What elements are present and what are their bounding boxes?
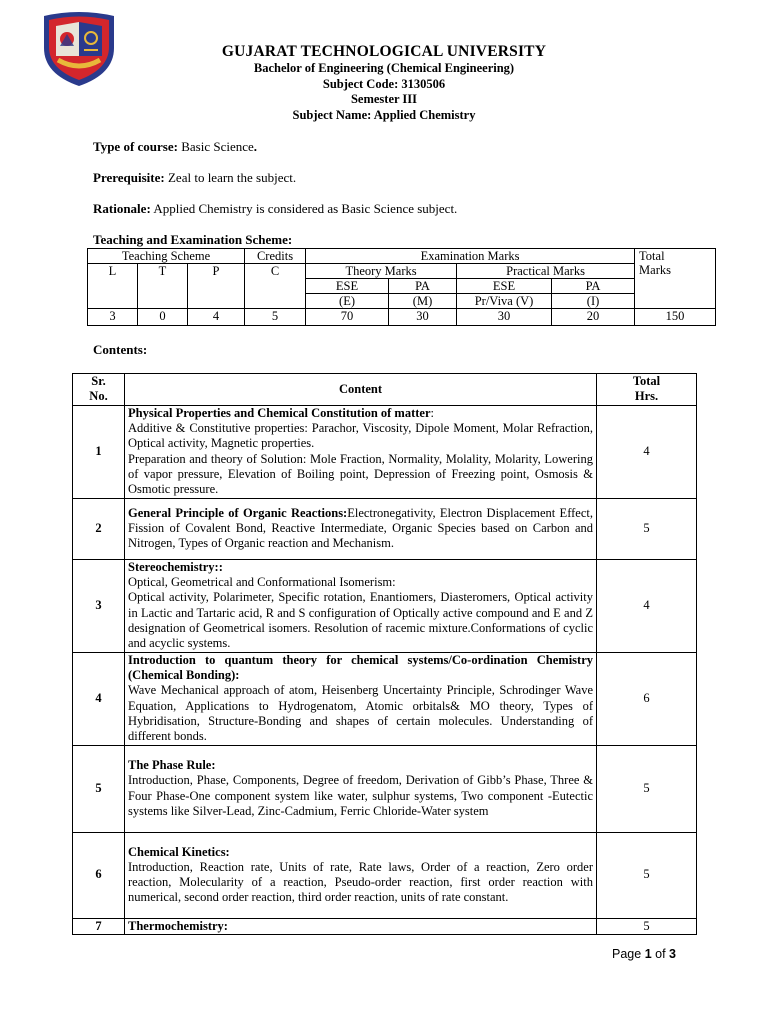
row-content [125,745,597,832]
contents-table [72,373,697,935]
table-row [73,745,697,832]
col-c: C [245,264,306,309]
row-content [125,918,597,934]
value-c: 5 [245,309,306,326]
theory-marks-header: Theory Marks [306,264,457,279]
value-pa-i: 20 [552,309,635,326]
value-viva: 30 [457,309,552,326]
row-hrs: 5 [597,498,697,559]
rationale-label: Rationale: [93,201,151,216]
row-title: Physical Properties and Chemical Constitution of matter [128,405,431,420]
row-sr: 1 [73,405,125,498]
row-body: Introduction, Phase, Components, Degree of freedom, Derivation of Gibb’s Phase, Three & Four Phase-One component system like water, sulphur systems, Two component -Eutectic systems like Silver-Lead, Zinc-Cadmium, Ferric Chloride-Water system [128,773,593,818]
value-ese: 70 [306,309,389,326]
row-hrs: 5 [597,832,697,918]
scheme-title: Teaching and Examination Scheme: [93,232,293,247]
row-sr: 7 [73,918,125,934]
row-content [125,652,597,745]
row-hrs: 5 [597,918,697,934]
ese-practical-header: ESE [457,279,552,294]
university-name: GUJARAT TECHNOLOGICAL UNIVERSITY [221,43,547,60]
contents-title: Contents: [93,342,148,357]
ese-header: ESE [306,279,389,294]
document-header [0,42,768,123]
row-body: Additive & Constitutive properties: Parachor, Viscosity, Dipole Moment, Molar Refraction, Optical activity, Magnetic properties. [128,421,593,451]
examination-marks-header: Examination Marks [306,249,635,264]
row-sr: 5 [73,745,125,832]
row-body: Optical activity, Polarimeter, Specific rotation, Enantiomers, Diasteromers, Optical activity in Lactic and Tartaric acid, R and S configuration of Optically active compound and E and Z designation of Geometrical isomers. Resolution of racemic mixture.Conformations of cyclic and acyclic systems. [128,590,593,651]
value-total: 150 [635,309,716,326]
value-p: 4 [188,309,245,326]
value-pa: 30 [389,309,457,326]
m-subheader: (M) [389,294,457,309]
row-title: Stereochemistry:: [128,559,223,574]
subject-code: Subject Code: 3130506 [322,76,446,91]
row-content [125,832,597,918]
table-row [73,559,697,652]
table-row [73,405,697,498]
type-value: Basic Science [181,139,254,154]
semester: Semester III [350,92,418,106]
table-row [73,832,697,918]
row-body: Wave Mechanical approach of atom, Heisenberg Uncertainty Principle, Schrodinger Wave Equation, Applications to Hydrogenatom, Atomic orbitals& MO theory, Types of Hybridisation, Structure-Bonding and shapes of certain molecules. Understanding of different bonds. [128,683,593,744]
row-sr: 3 [73,559,125,652]
col-p: P [188,264,245,309]
table-row [73,652,697,745]
row-title: Thermochemistry: [128,918,228,933]
row-title: Introduction to quantum theory for chemical systems/Co-ordination Chemistry (Chemical Bonding): [128,652,593,682]
row-hrs: 4 [597,559,697,652]
table-row [73,918,697,934]
type-label: Type of course: [93,139,178,154]
row-body: Preparation and theory of Solution: Mole Fraction, Normality, Molality, Molarity, Lowering of vapor pressure, Elevation of Boiling point, Depression of Freezing point, Osmosis & Osmotic pressure. [128,451,593,497]
row-hrs: 4 [597,405,697,498]
row-body: Introduction, Reaction rate, Units of rate, Rate laws, Order of a reaction, Zero order reaction, Molecularity of a reaction, Pseudo-order reaction, first order reaction with numerical, second order reaction, third order reaction, units of rate constant. [128,859,593,905]
rationale-value: Applied Chemistry is considered as Basic Science subject. [153,201,458,216]
value-l: 3 [88,309,138,326]
row-title: General Principle of Organic Reactions: [128,505,348,520]
prereq-value: Zeal to learn the subject. [167,170,297,185]
row-content: Physical Properties and Chemical Constitution of matter: Additive & Constitutive properties: Parachor, Viscosity, Dipole Moment, Molar Refraction, Optical activity, Magnetic properties. Preparation and theory of Solution: Mole Fraction, Normality, Molality, Molarity, Lowering of vapor pressure, Elevation of Boiling point, Depression of Freezing point, Osmosis & Osmotic pressure. [125,405,597,498]
row-sr: 2 [73,498,125,559]
row-sr: 4 [73,652,125,745]
pa-header: PA [389,279,457,294]
row-sr: 6 [73,832,125,918]
col-t: T [138,264,188,309]
type-end: . [253,139,258,154]
page-number: Page 1 of 3 [612,947,676,961]
table-row [73,498,697,559]
viva-subheader: Pr/Viva (V) [457,294,552,309]
row-hrs: 5 [597,745,697,832]
teaching-scheme-header: Teaching Scheme [88,249,245,264]
credits-header: Credits [245,249,306,264]
practical-marks-header: Practical Marks [457,264,635,279]
row-content [125,559,597,652]
rationale [93,201,457,217]
header-total-hrs: Total Hrs. [597,374,697,406]
row-body: Optical, Geometrical and Conformational Isomerism: [128,575,396,589]
subject-name: Subject Name: Applied Chemistry [292,107,476,122]
pa-practical-header: PA [552,279,635,294]
header-content: Content [125,374,597,406]
e-subheader: (E) [306,294,389,309]
type-of-course [93,139,257,155]
row-body: Electronegativity, Electron Displacement Effect, Fission of Covalent Bond, Reactive Intermediate, Organic Species based on Carbon and Nitrogen, Types of Organic reaction and Mechanism. [128,505,593,551]
value-t: 0 [138,309,188,326]
col-l: L [88,264,138,309]
i-subheader: (I) [552,294,635,309]
teaching-scheme-table [87,248,716,326]
row-content [125,498,597,559]
header-sr-no: Sr. No. [73,374,125,406]
row-title: The Phase Rule: [128,758,216,772]
prereq-label: Prerequisite: [93,170,165,185]
row-hrs: 6 [597,652,697,745]
degree-line: Bachelor of Engineering (Chemical Engineering) [253,61,515,75]
row-title: Chemical Kinetics: [128,844,230,859]
total-marks-header: Total Marks [635,249,716,309]
prerequisite [93,170,296,186]
